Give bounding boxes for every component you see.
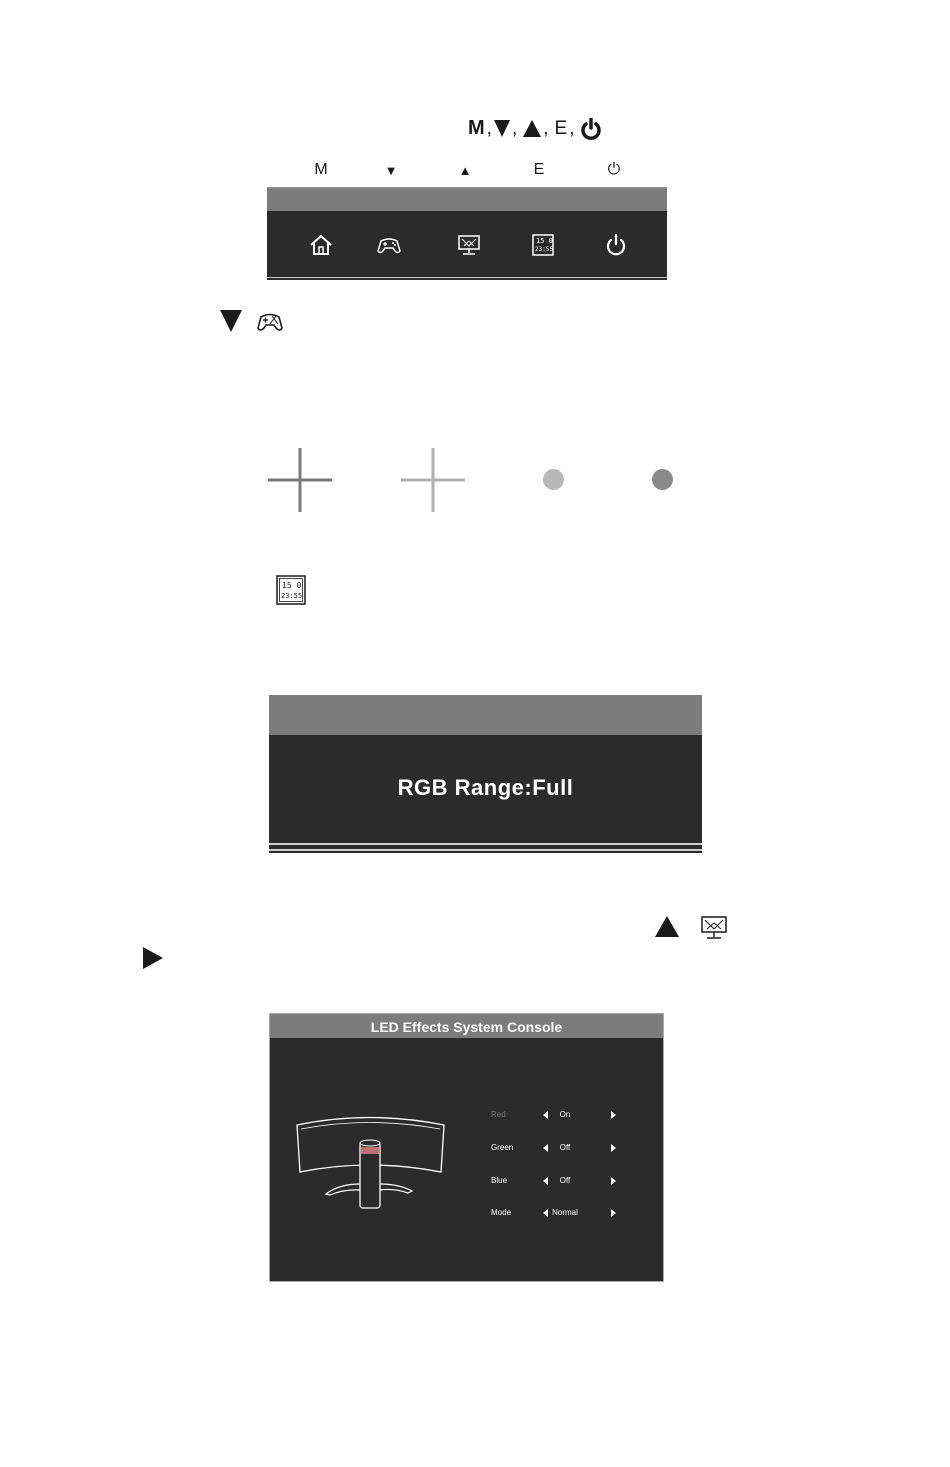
fps-counter-icon <box>276 575 306 605</box>
crosshair-dark-icon <box>268 448 332 512</box>
gamepad-icon <box>256 307 284 335</box>
rgb-osd-header <box>269 695 702 735</box>
hotkey-bar-underline <box>267 277 667 278</box>
led-console-title: LED Effects System Console <box>270 1014 663 1038</box>
legend-sep: , <box>569 117 575 139</box>
right-triangle-icon <box>143 947 163 969</box>
power-icon <box>580 118 602 140</box>
right-arrow-icon[interactable] <box>611 1209 616 1217</box>
up-triangle-icon <box>655 916 679 937</box>
up-triangle-icon <box>523 120 541 137</box>
led-row-green[interactable] <box>491 1143 631 1157</box>
led-row-label: Blue <box>491 1176 508 1185</box>
dot-dark-icon <box>652 469 673 490</box>
legend-sep: , <box>486 117 492 139</box>
svg-text:15 0: 15 0 <box>282 581 302 590</box>
key-label-e: E <box>533 161 545 178</box>
hotkey-osd-bar <box>267 187 667 280</box>
dot-light-icon <box>543 469 564 490</box>
legend-m: M <box>468 117 485 139</box>
led-row-label: Mode <box>491 1208 512 1217</box>
crosshair-light-icon <box>401 448 465 512</box>
led-row-value: On <box>559 1110 571 1119</box>
svg-text:23:55: 23:55 <box>281 592 303 600</box>
legend-e: E <box>554 117 568 139</box>
led-row-label: Red <box>491 1110 506 1119</box>
gamepad-icon[interactable] <box>376 232 402 258</box>
led-row-value: Normal <box>552 1208 578 1217</box>
power-icon[interactable] <box>603 232 629 258</box>
key-label-m: M <box>314 161 328 178</box>
svg-text:15 0: 15 0 <box>536 237 553 245</box>
rgb-range-text: RGB Range:Full <box>397 775 574 800</box>
down-triangle-icon <box>220 310 242 332</box>
led-effects-console <box>269 1013 664 1282</box>
led-row-value: Off <box>559 1176 571 1185</box>
fps-counter-icon[interactable] <box>530 232 556 258</box>
led-row-label: Green <box>491 1143 514 1152</box>
monitor-icon[interactable] <box>456 232 482 258</box>
right-arrow-icon[interactable] <box>611 1111 616 1119</box>
right-arrow-icon[interactable] <box>611 1177 616 1185</box>
down-triangle-icon <box>494 120 510 137</box>
osd-underline <box>269 843 702 845</box>
led-row-red[interactable] <box>491 1110 631 1124</box>
led-row-value: Off <box>559 1143 571 1152</box>
osd-underline <box>269 849 702 851</box>
monitor-icon <box>700 914 728 942</box>
key-label-up: ▲ <box>458 163 472 178</box>
right-arrow-icon[interactable] <box>611 1144 616 1152</box>
key-label-down: ▼ <box>384 163 398 178</box>
rgb-range-osd <box>269 695 702 853</box>
key-legend <box>468 117 602 140</box>
led-row-blue[interactable] <box>491 1176 631 1190</box>
curved-monitor-illustration <box>294 1114 446 1224</box>
legend-sep: , <box>543 117 549 139</box>
legend-sep: , <box>511 117 518 139</box>
led-row-mode[interactable] <box>491 1208 631 1222</box>
hotkey-bar-header <box>267 188 667 211</box>
home-icon[interactable] <box>308 232 334 258</box>
key-label-power: ⏻ <box>607 161 621 178</box>
svg-text:23:55: 23:55 <box>535 246 554 253</box>
